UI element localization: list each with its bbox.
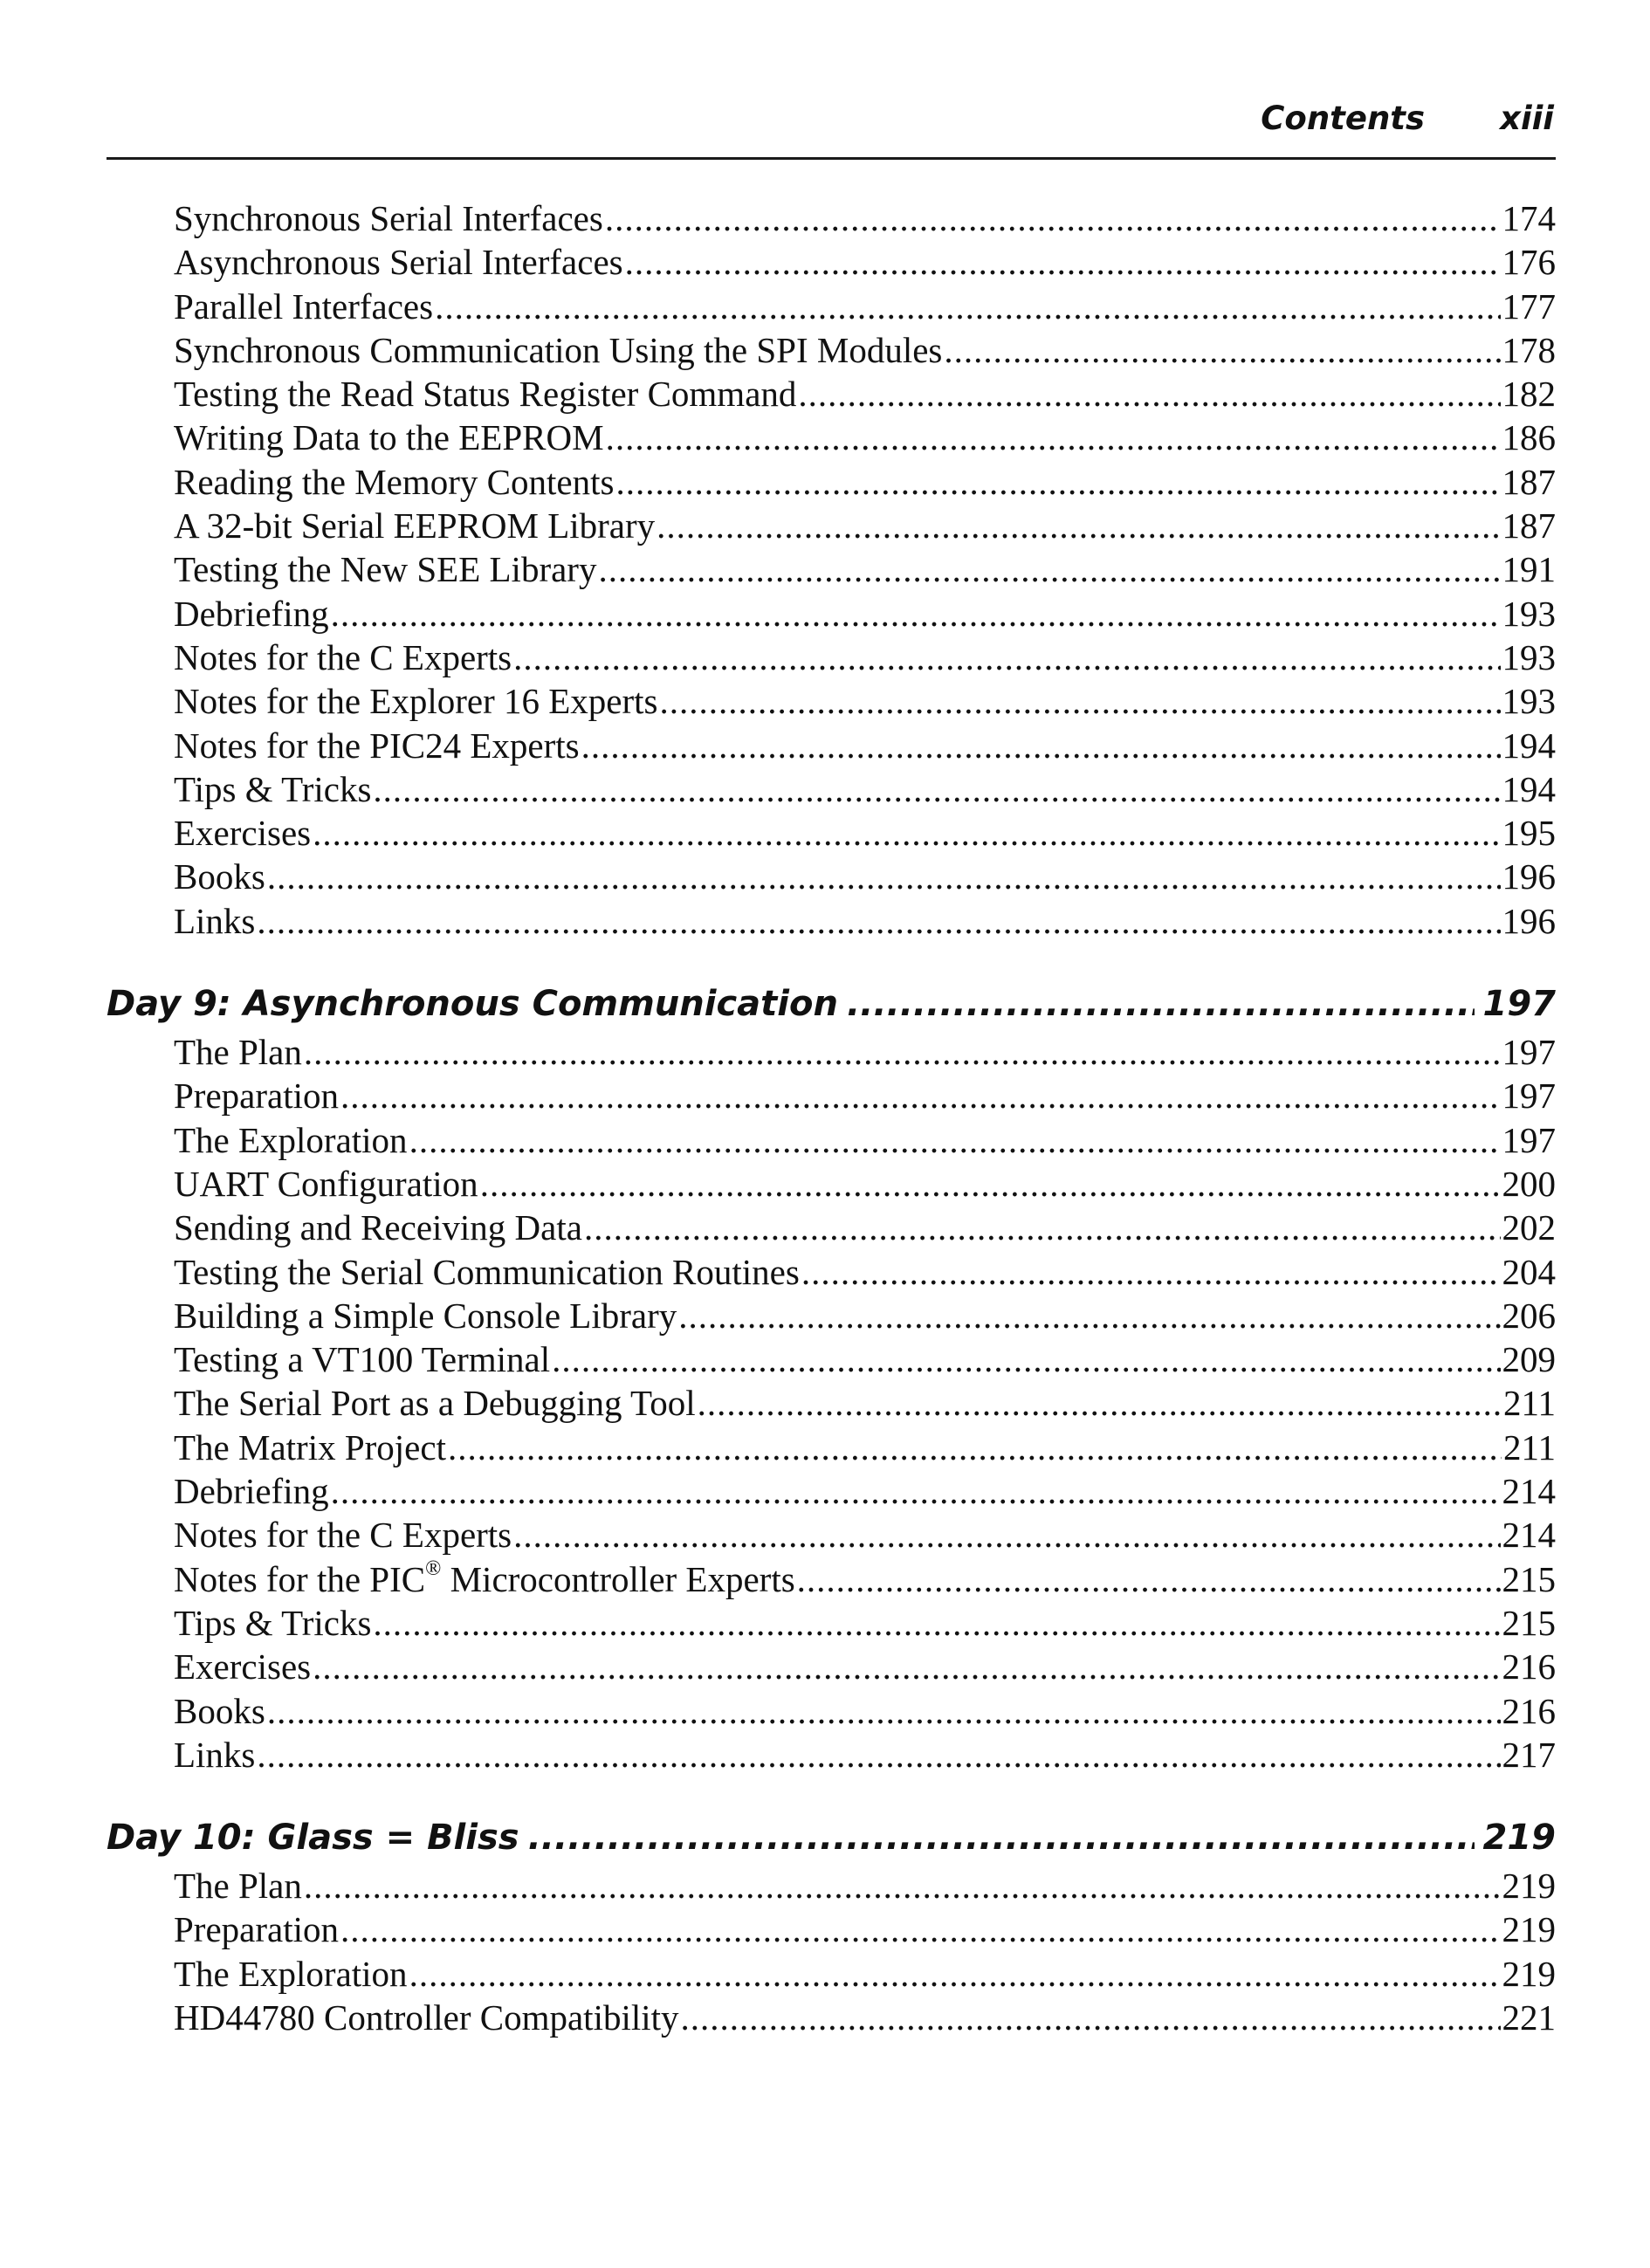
dot-leader: [615, 460, 1500, 504]
toc-chapter-page: 197: [1482, 984, 1556, 1025]
toc-entry-title: Building a Simple Console Library: [174, 1295, 677, 1336]
toc-entry-page: 219: [1502, 1953, 1556, 1994]
toc-entry-page: 200: [1502, 1163, 1556, 1204]
toc-entry-page: 187: [1502, 505, 1556, 546]
toc-entry-page: 191: [1502, 549, 1556, 590]
toc-entry[interactable]: [107, 679, 1556, 723]
toc-entry-page: 211: [1503, 1383, 1556, 1424]
toc-entry-title-part: Notes for the PIC: [174, 1558, 426, 1599]
dot-leader: [267, 855, 1501, 898]
toc-entry-title: Asynchronous Serial Interfaces: [174, 242, 623, 283]
toc-entry-page: 194: [1502, 768, 1556, 809]
toc-entry-page: 209: [1502, 1339, 1556, 1380]
dot-leader: [598, 547, 1500, 591]
toc-entry[interactable]: [107, 767, 1556, 811]
dot-leader: [678, 1294, 1500, 1337]
toc-entry[interactable]: [107, 1337, 1556, 1381]
dot-leader: [340, 1074, 1501, 1117]
dot-leader: [944, 328, 1500, 372]
dot-leader: [657, 504, 1500, 547]
dot-leader: [606, 416, 1501, 459]
toc-entry-title: Synchronous Serial Interfaces: [174, 198, 603, 238]
toc-entry-title: Books: [174, 1690, 265, 1731]
toc-entry-title: Testing the New SEE Library: [174, 549, 597, 590]
toc-entry[interactable]: [107, 1733, 1556, 1777]
toc-entry-title: Notes for the C Experts: [174, 1515, 512, 1556]
dot-leader: [659, 679, 1500, 723]
toc-entry-page: 174: [1502, 198, 1556, 238]
toc-entry[interactable]: [107, 1030, 1556, 1074]
toc-entry-title: Exercises: [174, 813, 312, 854]
toc-entry-title: A 32-bit Serial EEPROM Library: [174, 505, 656, 546]
toc-chapter-heading[interactable]: [107, 978, 1556, 1030]
toc-entry-page: 216: [1502, 1646, 1556, 1687]
toc-entry-title: The Exploration: [174, 1953, 408, 1994]
toc-entry-title: Testing a VT100 Terminal: [174, 1339, 551, 1380]
toc-entry-page: 178: [1502, 329, 1556, 370]
toc-entry-title: The Matrix Project: [174, 1426, 446, 1467]
toc-entry-page: 215: [1502, 1602, 1556, 1643]
toc-entry-page: 204: [1502, 1251, 1556, 1292]
toc-entry[interactable]: [107, 899, 1556, 943]
toc-entry-title: The Exploration: [174, 1119, 408, 1160]
toc-entry-page: 197: [1502, 1076, 1556, 1117]
toc-entry-title: Sending and Receiving Data: [174, 1207, 582, 1248]
toc-chapter-heading[interactable]: [107, 1811, 1556, 1864]
dot-leader: [581, 724, 1501, 767]
running-header-title: Contents: [1261, 100, 1425, 137]
dot-leader: [847, 978, 1475, 1030]
toc-entry[interactable]: [107, 1162, 1556, 1206]
toc-entry[interactable]: [107, 240, 1556, 284]
dot-leader: [313, 811, 1500, 855]
toc-entry-page: 176: [1502, 242, 1556, 283]
dot-leader: [528, 1811, 1475, 1864]
toc-entry[interactable]: [107, 1469, 1556, 1513]
dot-leader: [448, 1426, 1502, 1469]
toc-entry[interactable]: [107, 1513, 1556, 1557]
toc-entry-page: 197: [1502, 1032, 1556, 1073]
dot-leader: [480, 1162, 1501, 1206]
toc-entry-page: 221: [1502, 1997, 1556, 2038]
toc-entry-page: 193: [1502, 681, 1556, 722]
toc-entry-page: 216: [1502, 1690, 1556, 1731]
toc-entry-title: Tips & Tricks: [174, 768, 372, 809]
dot-leader: [513, 1513, 1500, 1557]
running-header: [107, 94, 1556, 160]
dot-leader: [513, 636, 1500, 679]
toc-entry-page: 217: [1502, 1734, 1556, 1775]
toc-entry[interactable]: [107, 1381, 1556, 1425]
toc-entry[interactable]: [107, 636, 1556, 679]
dot-leader: [681, 1996, 1501, 2039]
toc-entry[interactable]: [107, 372, 1556, 416]
toc-entry[interactable]: [107, 811, 1556, 855]
toc-chapter-title: Day 10: Glass = Bliss: [107, 1818, 519, 1859]
toc-entry-page: 215: [1502, 1558, 1556, 1599]
toc-entry-title: Notes for the PIC24 Experts: [174, 725, 580, 766]
toc-entry-title: The Plan: [174, 1032, 302, 1073]
toc-entry[interactable]: [107, 592, 1556, 636]
dot-leader: [698, 1381, 1502, 1425]
toc-entry[interactable]: [107, 1907, 1556, 1951]
dot-leader: [584, 1206, 1501, 1249]
toc-entry-title: Links: [174, 900, 256, 941]
toc-entry-title: Testing the Serial Communication Routines: [174, 1251, 800, 1292]
toc-entry-title: UART Configuration: [174, 1163, 478, 1204]
dot-leader: [373, 1601, 1500, 1645]
toc-entry-title: Debriefing: [174, 1471, 329, 1512]
toc-entry-title: Preparation: [174, 1076, 339, 1117]
toc-chapter-title: Day 9: Asynchronous Communication: [107, 984, 838, 1025]
toc-entry-title: The Serial Port as a Debugging Tool: [174, 1383, 696, 1424]
toc-entry[interactable]: [107, 328, 1556, 372]
toc-entry-title: Writing Data to the EEPROM: [174, 417, 604, 458]
toc-entry[interactable]: [107, 1689, 1556, 1733]
dot-leader: [331, 1469, 1501, 1513]
toc-entry[interactable]: [107, 1206, 1556, 1249]
toc-entry[interactable]: [107, 547, 1556, 591]
dot-leader: [331, 592, 1501, 636]
toc-entry-title: [174, 1557, 795, 1601]
toc-entry-page: 182: [1502, 374, 1556, 415]
toc-entry-page: 197: [1502, 1119, 1556, 1160]
dot-leader: [267, 1689, 1501, 1733]
toc-entry-page: 193: [1502, 636, 1556, 677]
dot-leader: [409, 1118, 1501, 1162]
dot-leader: [798, 372, 1500, 416]
toc-entry-title: Notes for the C Experts: [174, 636, 512, 677]
dot-leader: [409, 1952, 1501, 1996]
toc-entry-page: 194: [1502, 725, 1556, 766]
toc-entry-title: Notes for the Explorer 16 Experts: [174, 681, 658, 722]
toc-entry-title: HD44780 Controller Compatibility: [174, 1997, 679, 2038]
toc-entry[interactable]: [107, 196, 1556, 240]
toc-entry-title: Parallel Interfaces: [174, 285, 434, 326]
dot-leader: [257, 899, 1500, 943]
toc-entry-title: Tips & Tricks: [174, 1602, 372, 1643]
dot-leader: [304, 1030, 1501, 1074]
toc-entry-page: 202: [1502, 1207, 1556, 1248]
toc-entry-page: 186: [1502, 417, 1556, 458]
toc-entry-page: 214: [1502, 1515, 1556, 1556]
toc-entry[interactable]: [107, 1294, 1556, 1337]
table-of-contents: [107, 196, 1556, 2039]
toc-entry-title: Reading the Memory Contents: [174, 461, 615, 502]
toc-entry[interactable]: [107, 285, 1556, 328]
toc-entry[interactable]: [107, 724, 1556, 767]
toc-entry[interactable]: [107, 1864, 1556, 1907]
toc-entry-page: 177: [1502, 285, 1556, 326]
toc-entry-title: Debriefing: [174, 593, 329, 634]
toc-entry[interactable]: [107, 1952, 1556, 1996]
dot-leader: [257, 1733, 1500, 1777]
toc-entry-page: 214: [1502, 1471, 1556, 1512]
toc-entry-page: 206: [1502, 1295, 1556, 1336]
toc-entry-page: 211: [1503, 1426, 1556, 1467]
toc-entry-page: 187: [1502, 461, 1556, 502]
toc-entry[interactable]: [107, 504, 1556, 547]
toc-entry-title: Testing the Read Status Register Command: [174, 374, 797, 415]
dot-leader: [605, 196, 1501, 240]
running-header-page-number: xiii: [1500, 100, 1554, 137]
toc-entry-page: 195: [1502, 813, 1556, 854]
dot-leader: [797, 1557, 1501, 1601]
toc-entry[interactable]: [107, 1557, 1556, 1601]
toc-entry[interactable]: [107, 1118, 1556, 1162]
dot-leader: [552, 1337, 1500, 1381]
registered-trademark-mark: ®: [425, 1557, 442, 1580]
dot-leader: [304, 1864, 1501, 1907]
toc-entry[interactable]: [107, 1996, 1556, 2039]
toc-entry[interactable]: [107, 416, 1556, 459]
toc-entry-page: 219: [1502, 1866, 1556, 1907]
toc-entry[interactable]: [107, 1074, 1556, 1117]
toc-entry-title: Synchronous Communication Using the SPI Modules: [174, 329, 943, 370]
dot-leader: [435, 285, 1500, 328]
toc-entry-title: Preparation: [174, 1909, 339, 1950]
toc-entry-title: Books: [174, 856, 265, 897]
toc-entry-title: Links: [174, 1734, 256, 1775]
toc-entry[interactable]: [107, 1645, 1556, 1688]
dot-leader: [625, 240, 1501, 284]
toc-entry[interactable]: [107, 1601, 1556, 1645]
dot-leader: [801, 1250, 1501, 1294]
dot-leader: [340, 1907, 1501, 1951]
toc-entry-page: 196: [1502, 856, 1556, 897]
toc-chapter-page: 219: [1482, 1818, 1556, 1859]
toc-section: [107, 978, 1556, 1777]
toc-entry[interactable]: [107, 855, 1556, 898]
dot-leader: [313, 1645, 1500, 1688]
toc-entry-title-part: Microcontroller Experts: [441, 1558, 795, 1599]
toc-entry-page: 219: [1502, 1909, 1556, 1950]
dot-leader: [373, 767, 1500, 811]
toc-section: [107, 196, 1556, 943]
toc-entry-page: 196: [1502, 900, 1556, 941]
toc-entry-title: Exercises: [174, 1646, 312, 1687]
toc-section: [107, 1811, 1556, 2039]
toc-entry-page: 193: [1502, 593, 1556, 634]
toc-entry-title: The Plan: [174, 1866, 302, 1907]
toc-entry[interactable]: [107, 460, 1556, 504]
toc-entry[interactable]: [107, 1426, 1556, 1469]
toc-entry[interactable]: [107, 1250, 1556, 1294]
